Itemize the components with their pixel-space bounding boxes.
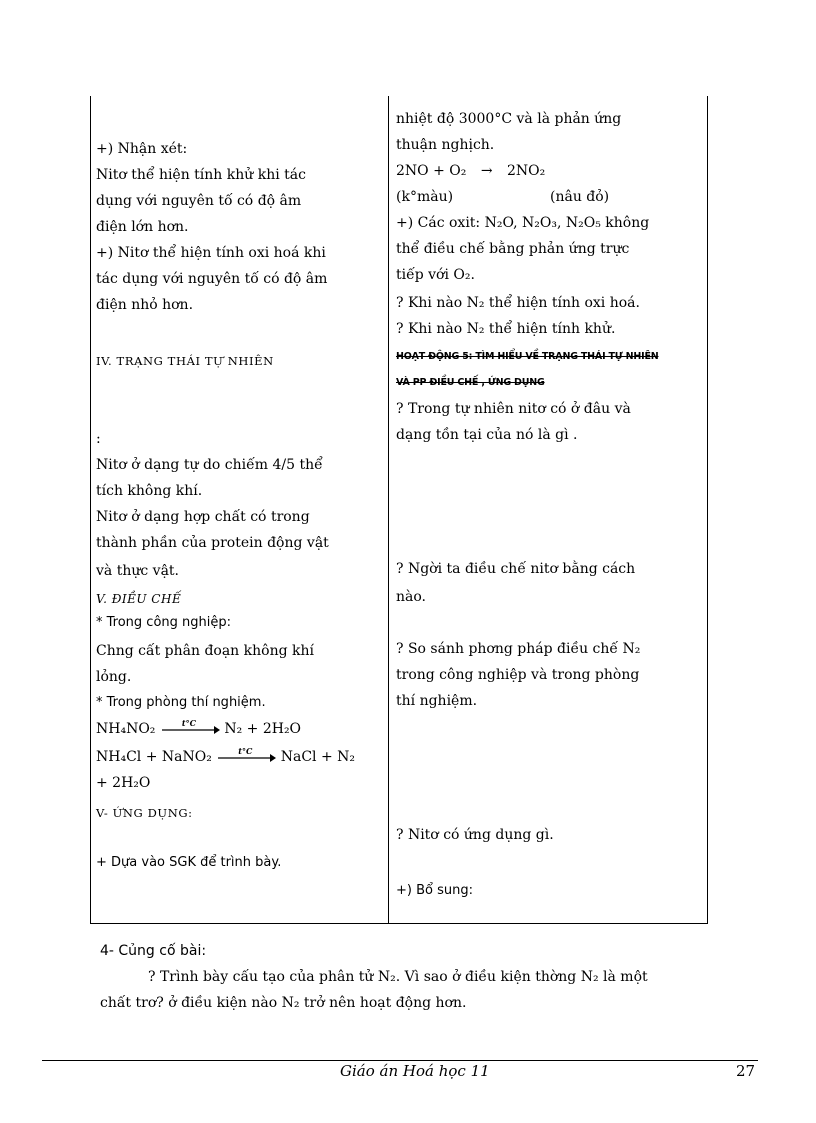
left-line: + 2H₂O [96, 775, 151, 791]
right-line: ? Trong tự nhiên nitơ có ở đâu và [396, 401, 631, 417]
table-border-left [90, 96, 91, 924]
right-line: nhiệt độ 3000°C và là phản ứng [396, 111, 622, 127]
reactant: NH₄NO₂ [96, 721, 156, 737]
right-line: thuận nghịch. [396, 137, 495, 153]
arrow-icon: → [480, 163, 493, 179]
left-line: * Trong công nghiệp: [96, 615, 231, 630]
left-line: +) Nitơ thể hiện tính oxi hoá khi [96, 245, 326, 261]
left-line: Nitơ ở dạng hợp chất có trong [96, 509, 310, 525]
reaction-equation-1 [96, 720, 301, 738]
right-line: +) Bổ sung: [396, 883, 473, 898]
right-line: ? So sánh phơng pháp điều chế N₂ [396, 641, 641, 657]
page-number: 27 [736, 1062, 756, 1080]
left-line: tác dụng với nguyên tố có độ âm [96, 271, 328, 287]
left-line: dụng với nguyên tố có độ âm [96, 193, 302, 209]
activity-heading: VÀ PP ĐIỀU CHẾ , ỨNG DỤNG [396, 377, 545, 388]
right-line: thí nghiệm. [396, 693, 478, 709]
right-line: dạng tồn tại của nó là gì . [396, 427, 578, 443]
reaction-arrow [160, 718, 220, 736]
right-line: ? Nitơ có ứng dụng gì. [396, 827, 554, 843]
reactants: 2NO + O₂ [396, 163, 467, 179]
left-line: tích không khí. [96, 483, 203, 499]
activity-heading: HOẠT ĐỘNG 5: TÌM HIỂU VỀ TRẠNG THÁI TỰ NHIÊN [396, 351, 659, 362]
lesson-table [90, 96, 708, 924]
product: N₂ + 2H₂O [224, 721, 302, 737]
reactant: NH₄Cl + NaNO₂ [96, 749, 212, 765]
reaction-equation-2 [96, 748, 355, 766]
right-line: (k°màu) [396, 189, 454, 205]
product: NaCl + N₂ [280, 749, 356, 765]
product: 2NO₂ [507, 163, 546, 179]
section-heading-applications: V- ỨNG DỤNG: [96, 806, 193, 820]
consolidation-question-line: ? Trình bày cấu tạo của phân tử N₂. Vì sao ở điều kiện thờng N₂ là một [148, 969, 648, 985]
right-line: thể điều chế bằng phản ứng trực [396, 241, 630, 257]
right-line: ? Khi nào N₂ thể hiện tính oxi hoá. [396, 295, 640, 311]
right-line: ? Ngời ta điều chế nitơ bằng cách [396, 561, 636, 577]
footer-rule [42, 1060, 758, 1061]
reaction-condition: t°C [181, 718, 196, 728]
left-line: lỏng. [96, 669, 132, 685]
footer-title: Giáo án Hoá học 11 [340, 1062, 490, 1080]
left-line: + Dựa vào SGK để trình bày. [96, 855, 282, 870]
reaction-condition: t°C [238, 746, 253, 756]
consolidation-question-line: chất trơ? ở điều kiện nào N₂ trở nên hoạt động hơn. [100, 995, 467, 1011]
left-line: điện lớn hơn. [96, 219, 189, 235]
left-line: điện nhỏ hơn. [96, 297, 194, 313]
left-line: * Trong phòng thí nghiệm. [96, 695, 266, 710]
consolidation-heading: 4- Củng cố bài: [100, 943, 207, 959]
right-line: ? Khi nào N₂ thể hiện tính khử. [396, 321, 616, 337]
table-border-right [707, 96, 708, 924]
right-line: +) Các oxit: N₂O, N₂O₃, N₂O₅ không [396, 215, 650, 231]
reaction-arrow [216, 746, 276, 764]
left-line: thành phần của protein động vật [96, 535, 329, 551]
left-line: Nitơ ở dạng tự do chiếm 4/5 thể [96, 457, 323, 473]
reaction-equation-3 [396, 162, 545, 180]
right-line: (nâu đỏ) [550, 189, 610, 205]
left-line: Chng cất phân đoạn không khí [96, 643, 314, 659]
left-line: Nitơ thể hiện tính khử khi tác [96, 167, 306, 183]
left-line: : [96, 431, 101, 447]
section-heading-natural-state: IV. TRẠNG THÁI TỰ NHIÊN [96, 354, 274, 368]
table-column-divider [388, 96, 389, 924]
right-line: tiếp với O₂. [396, 267, 475, 283]
right-line: trong công nghiệp và trong phòng [396, 667, 640, 683]
left-line: +) Nhận xét: [96, 141, 188, 157]
table-border-bottom [90, 923, 708, 924]
section-heading-preparation: V. ĐIỀU CHẾ [96, 592, 182, 606]
right-line: nào. [396, 589, 426, 605]
left-line: và thực vật. [96, 563, 179, 579]
